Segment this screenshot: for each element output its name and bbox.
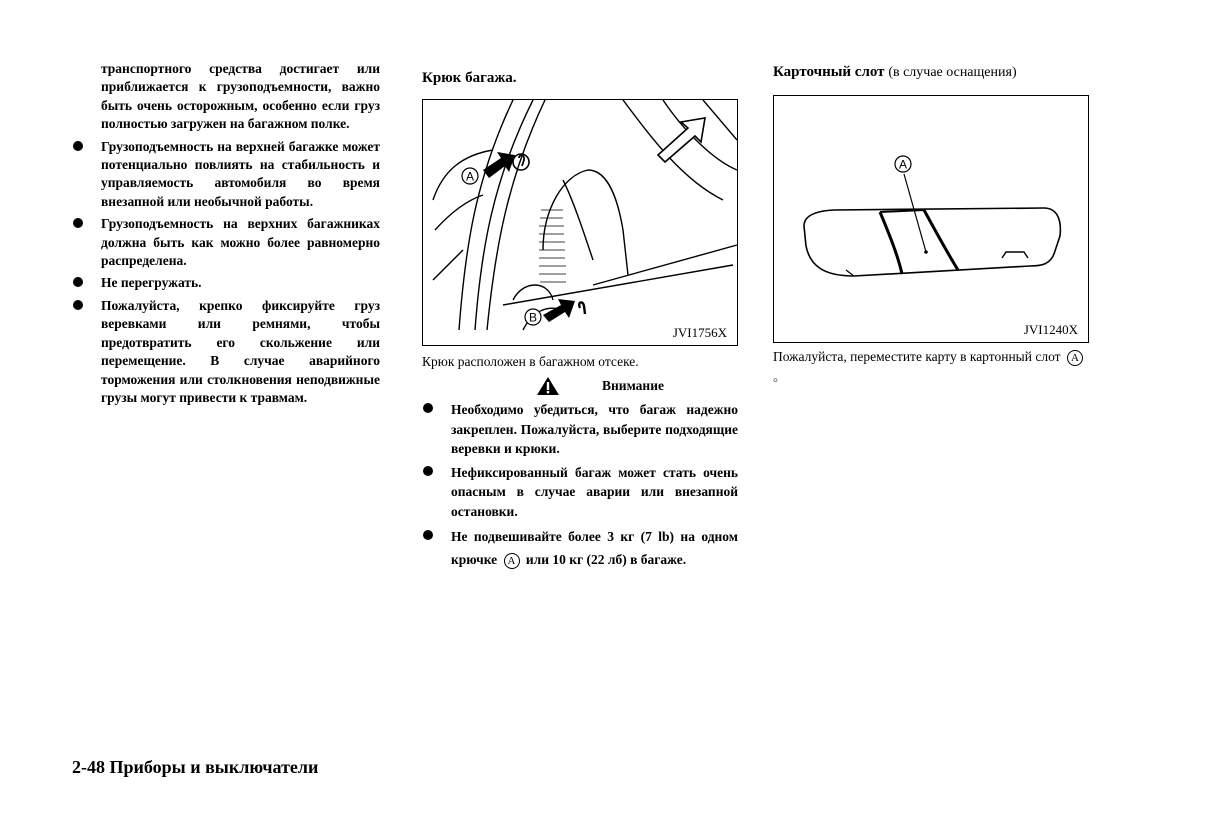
warning-icon bbox=[536, 376, 560, 396]
warning-title: Внимание bbox=[602, 378, 664, 393]
card-slot-figure bbox=[773, 95, 1089, 343]
list-item: Грузоподъемность на верхней багажке может потенциально повлиять на стабильность и управляемость автомобиля во время внезапной или необычной работы. bbox=[72, 138, 380, 212]
bullet-icon bbox=[423, 403, 433, 413]
warning-bullet-list bbox=[422, 400, 738, 571]
figure-code: JVI1240X bbox=[1023, 322, 1078, 337]
bullet-icon bbox=[423, 530, 433, 540]
circle-label-a: A bbox=[1067, 350, 1083, 366]
bullet-icon bbox=[73, 218, 83, 228]
middle-column bbox=[422, 60, 738, 571]
figure-code: JVI1756X bbox=[672, 325, 727, 340]
continuation-paragraph: транспортного средства достигает или приближается к грузоподъемности, важно быть очень осторожным, особенно если груз полностью загружен на багажном полке. bbox=[101, 61, 380, 132]
list-item: Не подвешивайте более 3 кг (7 lb) на одном крючке A или 10 кг (22 лб) в багаже. bbox=[422, 525, 738, 571]
sun-visor-illustration bbox=[774, 96, 1090, 344]
list-item: Не перегружать. bbox=[72, 274, 380, 292]
list-item: Грузоподъемность на верхних багажниках должна быть как можно более равномерно распределена. bbox=[72, 215, 380, 270]
bullet-icon bbox=[423, 466, 433, 476]
warning-header bbox=[462, 376, 738, 396]
left-bullet-list bbox=[72, 138, 380, 408]
page-footer: 2-48 Приборы и выключатели bbox=[72, 757, 319, 777]
label-a: A bbox=[465, 169, 475, 184]
bullet-icon bbox=[73, 141, 83, 151]
right-column bbox=[773, 60, 1089, 387]
list-item: Нефиксированный багаж может стать очень опасным в случае аварии или внезапной остановки. bbox=[422, 463, 738, 522]
label-b: B bbox=[528, 310, 538, 325]
label-a: A bbox=[898, 157, 908, 172]
left-column bbox=[72, 60, 380, 407]
card-slot-caption: Пожалуйста, переместите карту в картонный слот A。 bbox=[773, 347, 1089, 387]
circle-label-a: A bbox=[504, 553, 520, 569]
list-item: Пожалуйста, крепко фиксируйте груз веревками или ремнями, чтобы предотвратить его скольжение или перемещение. В случае аварийного торможения или столкновения неподвижные грузы могут привести к травмам. bbox=[72, 297, 380, 407]
trunk-illustration bbox=[423, 100, 739, 347]
list-item: Необходимо убедиться, что багаж надежно закреплен. Пожалуйста, выберите подходящие веревки и крюки. bbox=[422, 400, 738, 459]
luggage-hook-figure bbox=[422, 99, 738, 346]
luggage-hook-heading: Крюк багажа. bbox=[422, 70, 517, 86]
bullet-icon bbox=[73, 300, 83, 310]
figure-caption: Крюк расположен в багажном отсеке. bbox=[422, 354, 639, 369]
card-slot-heading: Карточный слот (в случае оснащения) bbox=[773, 64, 1017, 80]
bullet-icon bbox=[73, 277, 83, 287]
